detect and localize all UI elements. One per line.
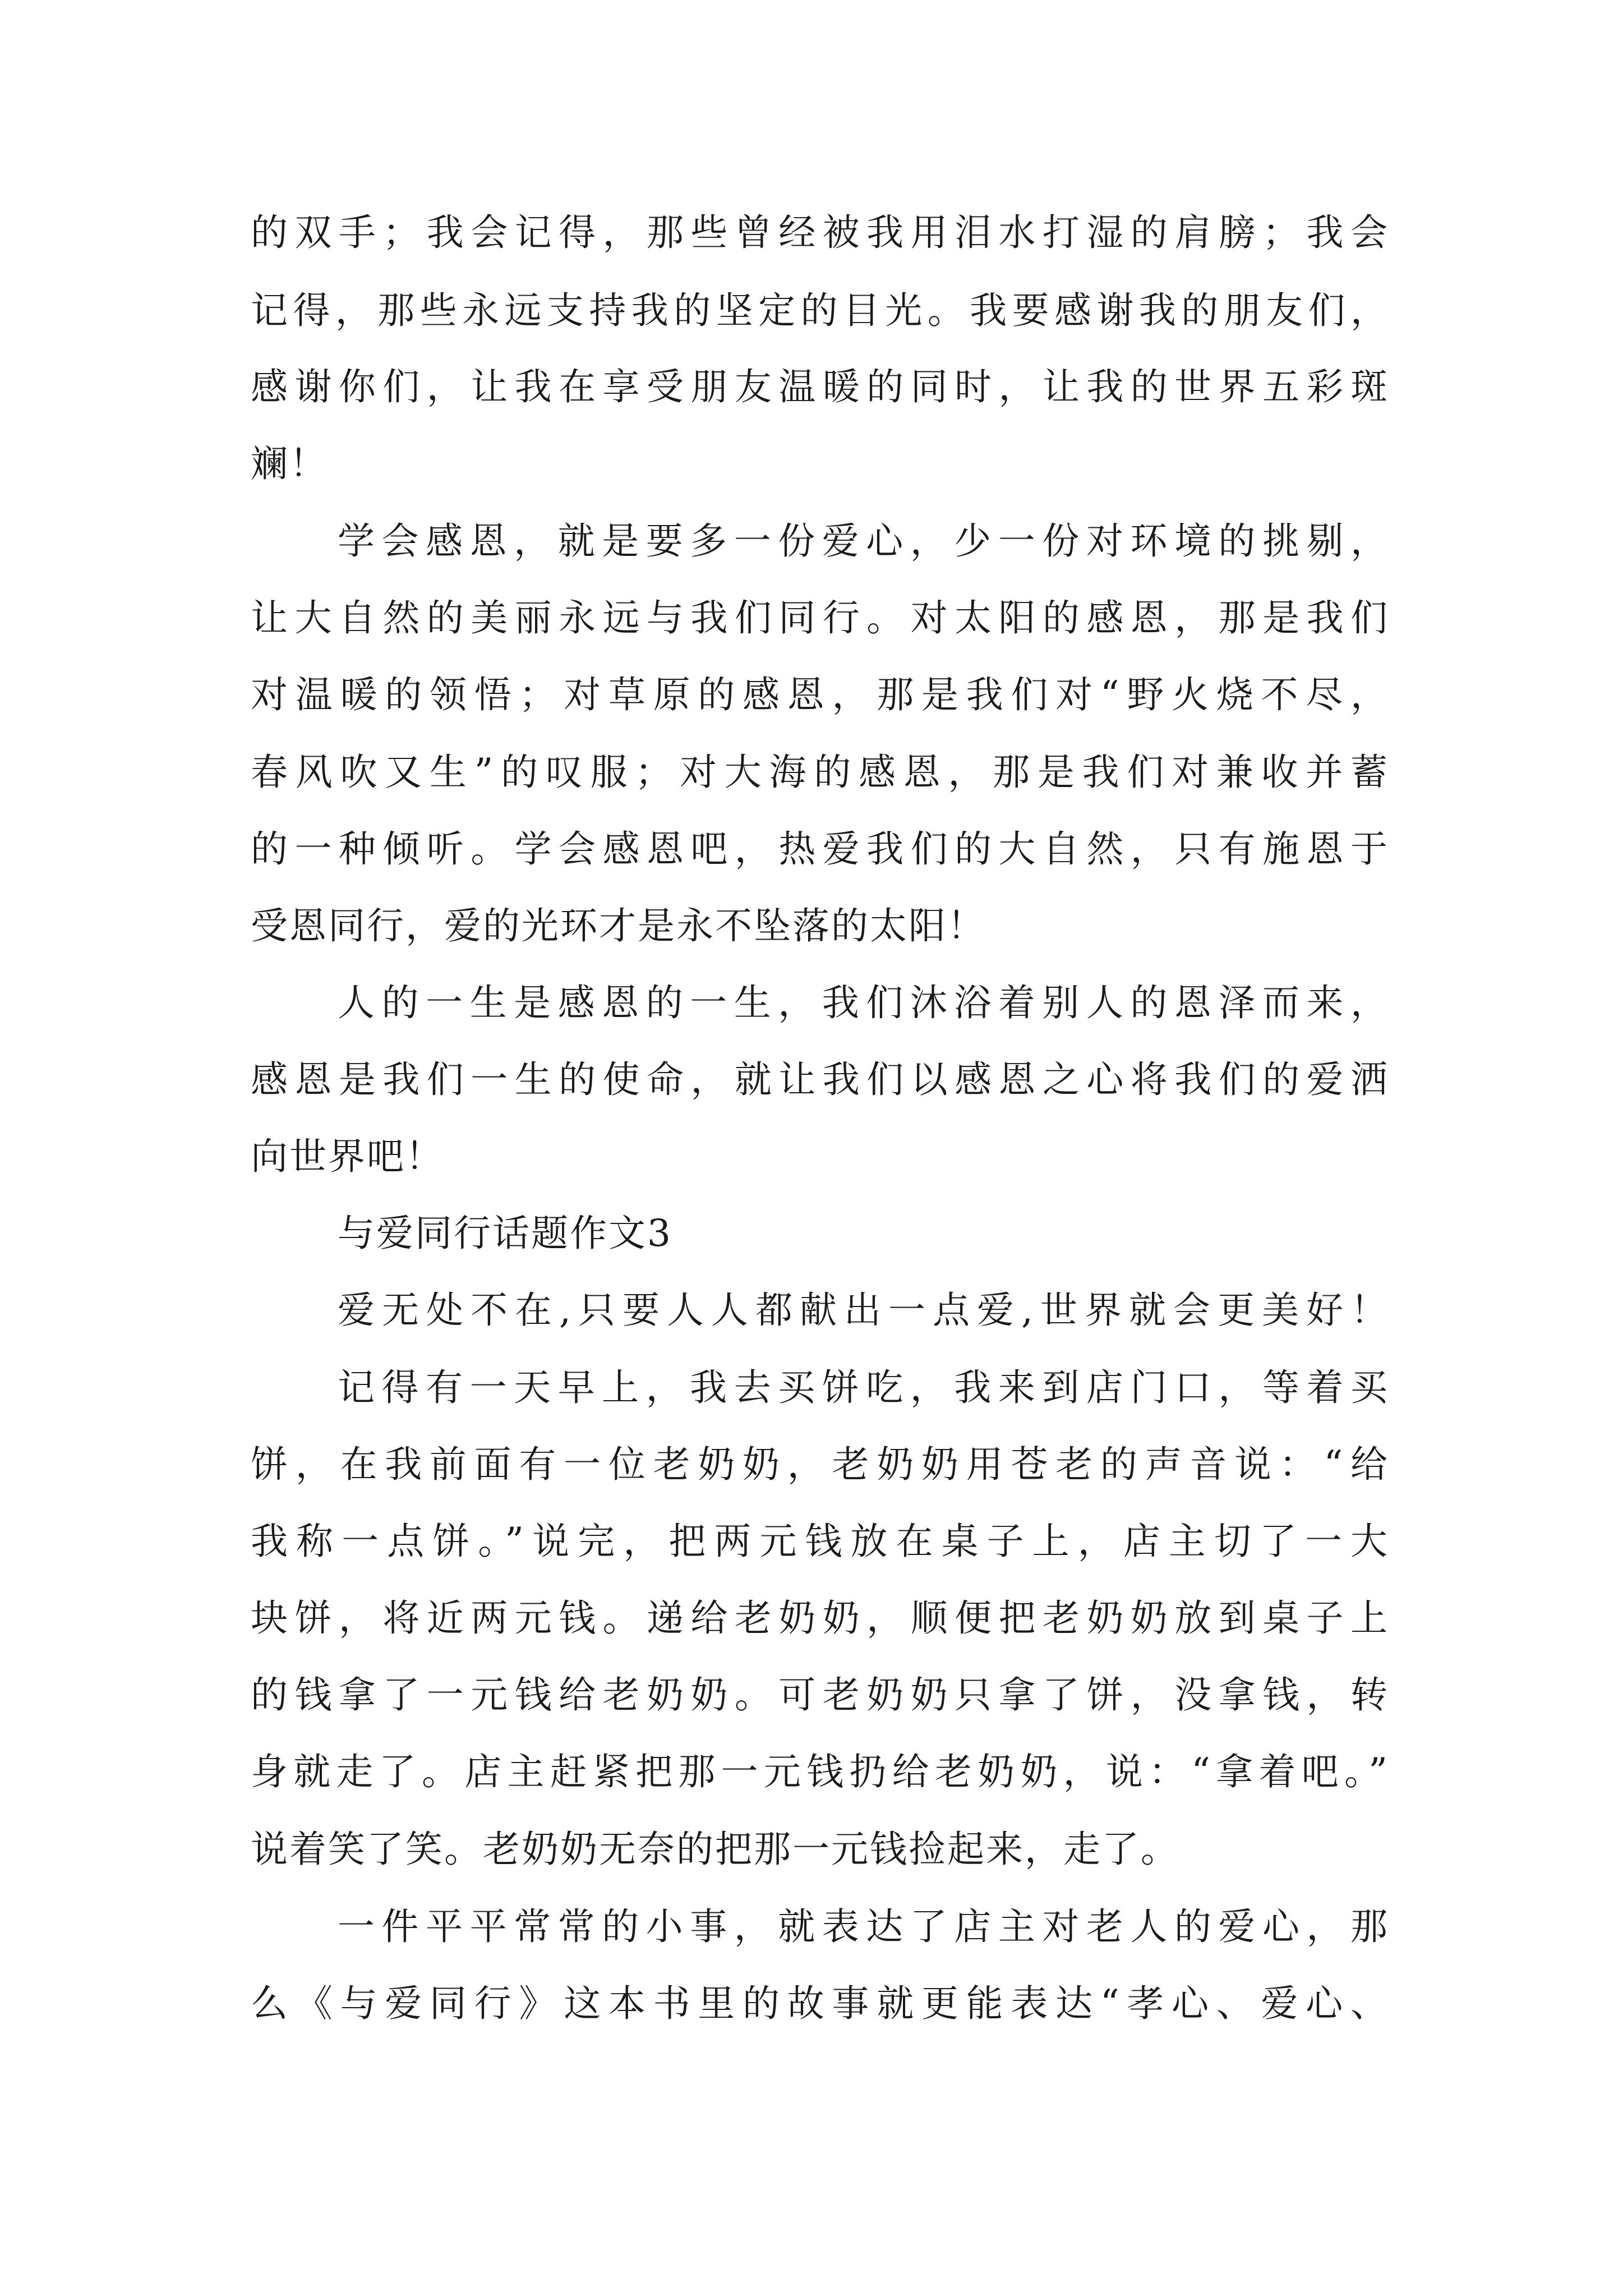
- text-line: 受恩同行，爱的光环才是永不坠落的太阳！: [251, 904, 986, 947]
- text-line: 身就走了。店主赶紧把那一元钱扔给老奶奶，说：“拿着吧。”: [251, 1750, 1389, 1793]
- text-line: 的钱拿了一元钱给老奶奶。可老奶奶只拿了饼，没拿钱，转: [251, 1673, 1389, 1717]
- paragraph-first-line: 人的一生是感恩的一生，我们沐浴着别人的恩泽而来，: [338, 981, 1389, 1024]
- text-line: 让大自然的美丽永远与我们同行。对太阳的感恩，那是我们: [251, 596, 1389, 639]
- text-line: 记得，那些永远支持我的坚定的目光。我要感谢我的朋友们，: [251, 289, 1389, 332]
- text-line: 对温暖的领悟；对草原的感恩，那是我们对“野火烧不尽，: [251, 673, 1389, 716]
- text-line: 么《与爱同行》这本书里的故事就更能表达“孝心、爱心、: [251, 1982, 1389, 2025]
- text-line: 块饼，将近两元钱。递给老奶奶，顺便把老奶奶放到桌子上: [251, 1596, 1389, 1640]
- text-line: 感谢你们，让我在享受朋友温暖的同时，让我的世界五彩斑: [251, 365, 1389, 408]
- text-line: 的一种倾听。学会感恩吧，热爱我们的大自然，只有施恩于: [251, 827, 1389, 871]
- text-line: 向世界吧！: [251, 1135, 444, 1178]
- text-line: 的双手；我会记得，那些曾经被我用泪水打湿的肩膀；我会: [251, 211, 1389, 254]
- text-line: 斓！: [251, 442, 328, 485]
- paragraph-first-line: 记得有一天早上，我去买饼吃，我来到店门口，等着买: [338, 1366, 1389, 1409]
- text-line: 春风吹又生”的叹服；对大海的感恩，那是我们对兼收并蓄: [251, 751, 1389, 794]
- text-line: 感恩是我们一生的使命，就让我们以感恩之心将我们的爱洒: [251, 1058, 1389, 1101]
- paragraph-first-line: 一件平平常常的小事，就表达了店主对老人的爱心，那: [338, 1905, 1389, 1948]
- paragraph-first-line: 爱无处不在,只要人人都献出一点爱,世界就会更美好！: [338, 1289, 1389, 1332]
- text-line: 我称一点饼。”说完，把两元钱放在桌子上，店主切了一大: [251, 1520, 1389, 1563]
- text-line: 饼，在我前面有一位老奶奶，老奶奶用苍老的声音说：“给: [251, 1443, 1389, 1486]
- paragraph-first-line: 学会感恩，就是要多一份爱心，少一份对环境的挑剔，: [338, 519, 1389, 563]
- section-heading: 与爱同行话题作文3: [338, 1212, 672, 1255]
- text-line: 说着笑了笑。老奶奶无奈的把那一元钱捡起来，走了。: [251, 1828, 1179, 1871]
